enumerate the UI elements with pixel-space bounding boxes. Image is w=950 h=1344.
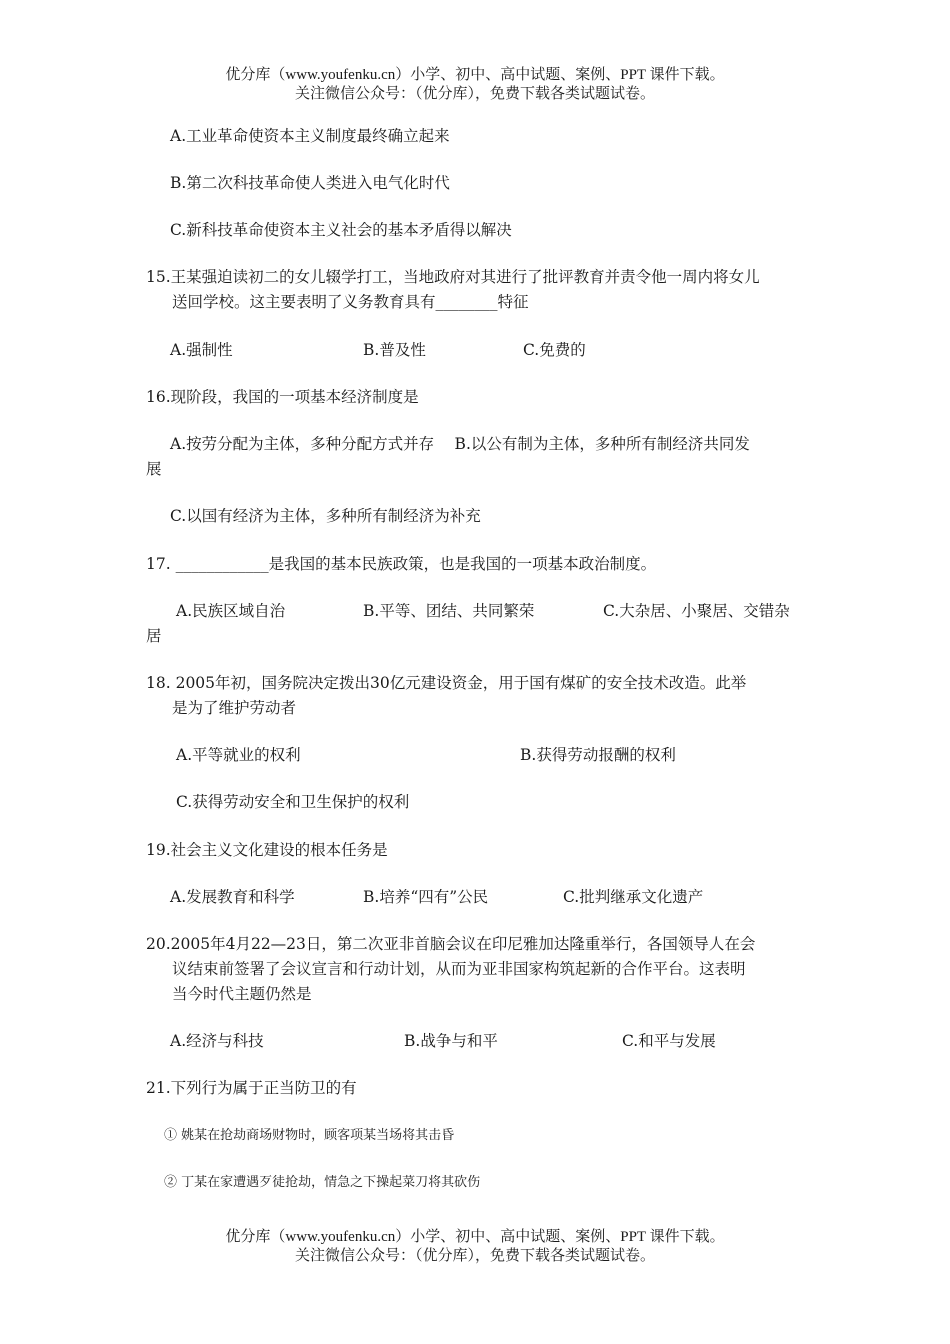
q18-option-b: B.获得劳动报酬的权利 bbox=[520, 746, 676, 764]
q17-stem: 17. ____________是我国的基本民族政策，也是我国的一项基本政治制度。 bbox=[146, 555, 657, 573]
q18-stem-line-1: 18. 2005年初，国务院决定拨出30亿元建设资金，用于国有煤矿的安全技术改造。此举 bbox=[146, 674, 747, 692]
page-header bbox=[0, 66, 950, 104]
q18-option-a: A.平等就业的权利 bbox=[176, 746, 301, 764]
q17-option-a: A.民族区域自治 bbox=[176, 602, 286, 620]
footer-line-2: 关注微信公众号：（优分库），免费下载各类试题试卷。 bbox=[294, 1248, 655, 1264]
q19-stem: 19.社会主义文化建设的根本任务是 bbox=[146, 841, 388, 859]
q15-option-c: C.免费的 bbox=[523, 341, 586, 359]
q14-option-b: B.第二次科技革命使人类进入电气化时代 bbox=[170, 174, 450, 192]
q17-option-c: C.大杂居、小聚居、交错杂 bbox=[603, 602, 790, 620]
q20-option-c: C.和平与发展 bbox=[622, 1032, 716, 1050]
q16-option-ab: A.按劳分配为主体，多种分配方式并存 B.以公有制为主体，多种所有制经济共同发 bbox=[170, 435, 750, 453]
q21-item-1: ① 姚某在抢劫商场财物时，顾客项某当场将其击昏 bbox=[164, 1128, 455, 1143]
q17-option-c-cont: 居 bbox=[146, 627, 162, 645]
q20-option-b: B.战争与和平 bbox=[404, 1032, 498, 1050]
q17-option-b: B.平等、团结、共同繁荣 bbox=[363, 602, 535, 620]
q16-option-c: C.以国有经济为主体，多种所有制经济为补充 bbox=[170, 507, 481, 525]
q19-option-b: B.培养“四有”公民 bbox=[363, 888, 489, 906]
q18-option-c: C.获得劳动安全和卫生保护的权利 bbox=[176, 793, 410, 811]
q16-stem: 16.现阶段，我国的一项基本经济制度是 bbox=[146, 388, 419, 406]
q14-option-a: A.工业革命使资本主义制度最终确立起来 bbox=[170, 127, 450, 145]
q15-stem-line-2: 送回学校。这主要表明了义务教育具有________特征 bbox=[172, 293, 529, 311]
q16-option-b-cont: 展 bbox=[146, 460, 162, 478]
header-line-2: 关注微信公众号：（优分库），免费下载各类试题试卷。 bbox=[294, 86, 655, 102]
q20-option-a: A.经济与科技 bbox=[170, 1032, 264, 1050]
q15-option-b: B.普及性 bbox=[363, 341, 426, 359]
q18-stem-line-2: 是为了维护劳动者 bbox=[172, 699, 297, 717]
q19-option-c: C.批判继承文化遗产 bbox=[563, 888, 704, 906]
q15-option-a: A.强制性 bbox=[170, 341, 233, 359]
q15-stem-line-1: 15.王某强迫读初二的女儿辍学打工，当地政府对其进行了批评教育并责令他一周内将女儿 bbox=[146, 268, 760, 286]
q20-stem-line-2: 议结束前签署了会议宣言和行动计划，从而为亚非国家构筑起新的合作平台。这表明 bbox=[172, 960, 746, 978]
q20-stem-line-3: 当今时代主题仍然是 bbox=[172, 985, 312, 1003]
q21-item-2: ② 丁某在家遭遇歹徒抢劫，情急之下操起菜刀将其砍伤 bbox=[164, 1175, 481, 1190]
q21-stem: 21.下列行为属于正当防卫的有 bbox=[146, 1079, 357, 1097]
q14-option-c: C.新科技革命使资本主义社会的基本矛盾得以解决 bbox=[170, 221, 512, 239]
q20-stem-line-1: 20.2005年4月22—23日，第二次亚非首脑会议在印尼雅加达隆重举行，各国领导人在会 bbox=[146, 935, 756, 953]
footer-line-1: 优分库（www.youfenku.cn）小学、初中、高中试题、案例、PPT 课件下载。 bbox=[225, 1229, 725, 1245]
q19-option-a: A.发展教育和科学 bbox=[170, 888, 295, 906]
header-line-1: 优分库（www.youfenku.cn）小学、初中、高中试题、案例、PPT 课件下载。 bbox=[225, 67, 725, 83]
page-footer bbox=[0, 1228, 950, 1266]
